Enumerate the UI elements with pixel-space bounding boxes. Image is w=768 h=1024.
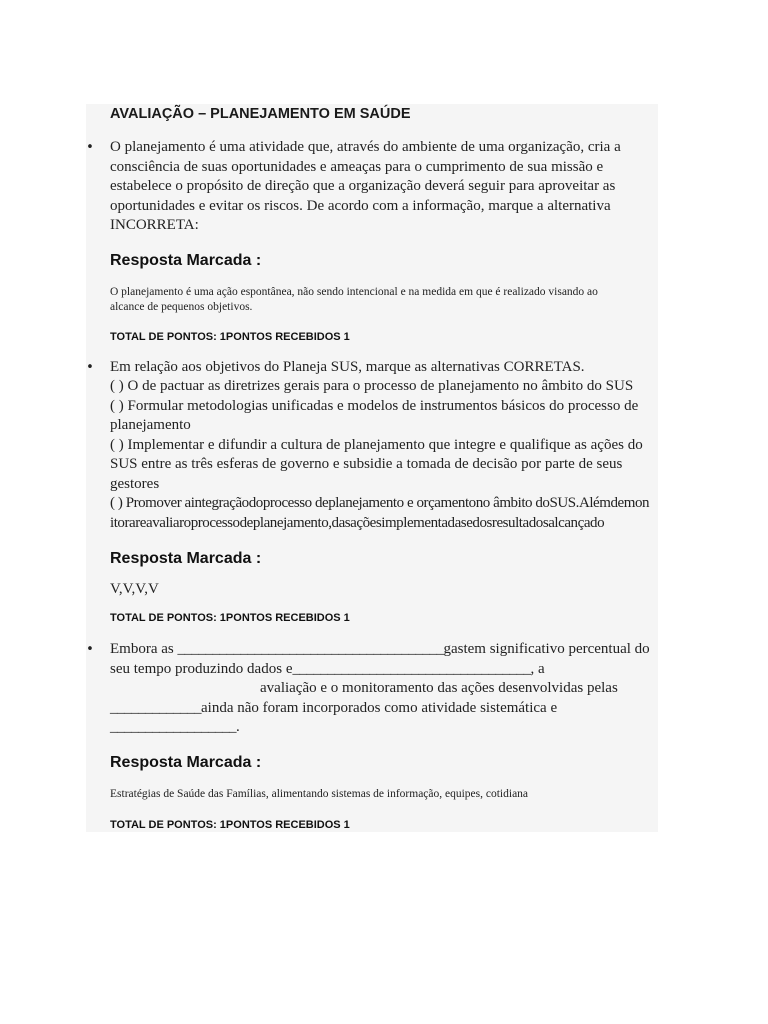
question-3-part: Embora as bbox=[110, 641, 178, 657]
question-3-text bbox=[110, 640, 652, 738]
page-title: AVALIAÇÃO – PLANEJAMENTO EM SAÚDE bbox=[110, 106, 411, 122]
fill-blank-3: _____________ bbox=[110, 699, 201, 716]
answer-label-1: Resposta Marcada : bbox=[110, 251, 262, 269]
question-2-option-1: ( ) O de pactuar as diretrizes gerais para o processo de planejamento no âmbito do SUS bbox=[110, 378, 634, 394]
answer-3: Estratégias de Saúde das Famílias, alimentando sistemas de informação, equipes, cotidiana bbox=[110, 787, 529, 800]
bullet-icon: • bbox=[86, 140, 94, 155]
question-3-part: avaliação e o monitoramento das ações desenvolvidas pelas bbox=[260, 680, 618, 696]
question-2-option-2: ( ) Formular metodologias unificadas e modelos de instrumentos básicos do processo de planejamento bbox=[110, 397, 639, 433]
question-1-text: O planejamento é uma atividade que, através do ambiente de uma organização, cria a consciência de suas oportunidades e ameaças para o cumprimento de sua missão e estabelece o propósito de direção que a organização deverá seguir para aproveitar as oportunidades e evitar os riscos. De acordo com a informação, marque a alternativa INCORRETA: bbox=[110, 139, 621, 233]
question-3-part: , a bbox=[530, 660, 545, 677]
question-1 bbox=[86, 138, 658, 236]
points-3: TOTAL DE PONTOS: 1PONTOS RECEBIDOS 1 bbox=[110, 818, 350, 831]
fill-blank-1: ______________________________________ bbox=[177, 641, 444, 657]
bullet-icon: • bbox=[86, 359, 94, 375]
answer-label-3: Resposta Marcada : bbox=[110, 753, 262, 771]
question-3-part: gastem significativo percentual do seu tempo produzindo dados bbox=[110, 641, 650, 677]
question-2-text: Em relação aos objetivos do Planeja SUS, marque as alternativas CORRETAS. bbox=[110, 358, 585, 375]
quiz-content bbox=[86, 104, 658, 832]
fill-blank-2: __________________________________ bbox=[292, 660, 531, 677]
bullet-icon: • bbox=[86, 642, 94, 657]
question-2-option-3: ( ) Implementar e difundir a cultura de planejamento que integre e qualifique as ações do SUS entre as três esferas de governo e subsidie a tomada de decisão por parte de seus gestores bbox=[110, 436, 643, 492]
answer-1: O planejamento é uma ação espontânea, não sendo intencional e na medida em que é realizado visando ao alcance de pequenos objetivos. bbox=[110, 285, 598, 313]
question-3-part: ainda não foram incorporados como atividade sistemática e bbox=[201, 699, 558, 716]
question-3-part: e bbox=[285, 660, 293, 677]
question-3-part: . bbox=[236, 719, 240, 735]
points-1: TOTAL DE PONTOS: 1PONTOS RECEBIDOS 1 bbox=[110, 330, 350, 343]
fill-blank-4: __________________ bbox=[110, 719, 236, 735]
answer-2: V,V,V,V bbox=[110, 581, 159, 597]
question-2 bbox=[86, 358, 658, 534]
question-3 bbox=[86, 640, 658, 738]
question-2-option-4: ( ) Promover aintegraçãodoprocesso deplanejamento e orçamentono âmbito doSUS.Alémdemonitorareavaliaroprocessodeplanejamento,dasaçõesimplementadasedosresultadosalcançado bbox=[110, 495, 650, 531]
answer-label-2: Resposta Marcada : bbox=[110, 550, 262, 567]
points-2: TOTAL DE PONTOS: 1PONTOS RECEBIDOS 1 bbox=[110, 612, 350, 624]
